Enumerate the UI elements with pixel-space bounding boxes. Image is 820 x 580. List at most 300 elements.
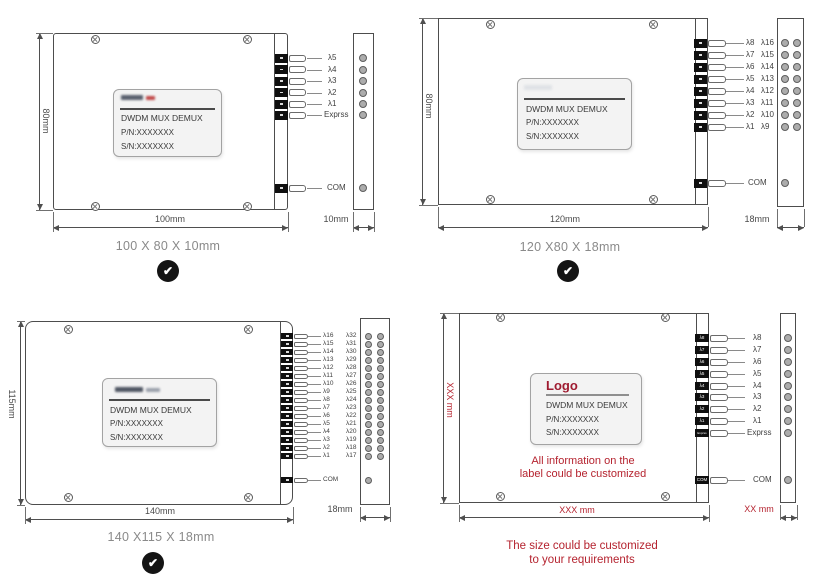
- check-glyph: ✔: [162, 264, 174, 278]
- port-label: λ11: [761, 98, 774, 107]
- port-block-mark: [280, 80, 283, 82]
- port-label: λ28: [346, 363, 357, 371]
- port-block: [695, 370, 709, 378]
- port-adapter: [289, 101, 306, 108]
- leader-line: [308, 416, 321, 417]
- panel-hole: [365, 429, 372, 436]
- port-adapter: [294, 438, 308, 443]
- port-block: [694, 51, 707, 60]
- port-block: [281, 333, 293, 339]
- port-label: λ16: [761, 38, 774, 47]
- port-block: [695, 476, 709, 484]
- panel-hole: [365, 413, 372, 420]
- screw-icon: [243, 202, 252, 211]
- dimension-arrow: [441, 313, 447, 319]
- port-label: λ3: [753, 392, 762, 401]
- panel-hole: [781, 51, 789, 59]
- product-label: [530, 373, 642, 445]
- port-block: [694, 87, 707, 96]
- panel-hole: [365, 341, 372, 348]
- port-block-mark: [699, 42, 702, 44]
- port-label: λ5: [323, 419, 330, 427]
- panel-hole: [784, 476, 792, 484]
- panel-hole: [793, 111, 801, 119]
- extension-line: [17, 321, 25, 322]
- dimension-text: 140mm: [144, 506, 176, 516]
- extension-line: [419, 18, 438, 19]
- port-block: [275, 111, 288, 120]
- port-label: λ13: [761, 74, 774, 83]
- extension-line: [374, 212, 375, 232]
- leader-line: [308, 368, 321, 369]
- port-label: λ1: [323, 451, 330, 459]
- leader-line: [308, 336, 321, 337]
- port-block: [694, 179, 707, 188]
- part-number: P/N:XXXXXXX: [546, 415, 599, 424]
- part-number: P/N:XXXXXXX: [526, 118, 579, 127]
- port-block-mark: [280, 114, 283, 116]
- port-adapter: [708, 52, 726, 59]
- port-block: [281, 413, 293, 419]
- leader-line: [308, 456, 321, 457]
- product-name: DWDM MUX DEMUX: [110, 405, 192, 415]
- leader-line: [726, 67, 744, 68]
- panel-hole: [377, 405, 384, 412]
- dimension-arrow: [777, 225, 783, 231]
- leader-line: [728, 362, 745, 363]
- serial-number: S/N:XXXXXXX: [546, 428, 599, 437]
- port-adapter: [294, 390, 308, 395]
- leader-line: [308, 424, 321, 425]
- port-block-mark: [286, 431, 289, 433]
- panel-hole: [377, 429, 384, 436]
- port-adapter: [294, 446, 308, 451]
- port-block: [281, 389, 293, 395]
- size-caption: 120 X80 X 18mm: [519, 240, 621, 254]
- panel-hole: [365, 389, 372, 396]
- port-block-mark: [280, 103, 283, 105]
- port-block: [281, 357, 293, 363]
- dimension-arrow: [25, 517, 31, 523]
- port-block-mark: [699, 54, 702, 56]
- check-glyph: ✔: [562, 264, 574, 278]
- dimension-text: 120mm: [549, 214, 581, 224]
- leader-line: [728, 338, 745, 339]
- port-block: [281, 381, 293, 387]
- extension-line: [797, 505, 798, 520]
- label-divider: [524, 98, 625, 100]
- port-block-mark: [286, 439, 289, 441]
- port-label: λ6: [753, 357, 762, 366]
- port-block: [275, 100, 288, 109]
- leader-line: [308, 392, 321, 393]
- port-label: λ6: [323, 411, 330, 419]
- extension-line: [777, 209, 778, 227]
- panel-hole: [377, 333, 384, 340]
- port-adapter: [710, 418, 728, 425]
- port-block-mark: [699, 126, 702, 128]
- port-adapter: [708, 112, 726, 119]
- port-block-label: λ2: [699, 405, 705, 411]
- screw-icon: [243, 35, 252, 44]
- panel-hole: [365, 421, 372, 428]
- port-label: λ3: [328, 76, 337, 85]
- leader-line: [726, 103, 744, 104]
- port-block-mark: [286, 375, 289, 377]
- port-label: λ5: [746, 74, 755, 83]
- size-customization-note-line2: to your requirements: [529, 554, 635, 566]
- extension-line: [780, 505, 781, 520]
- port-label: λ13: [323, 355, 334, 363]
- panel-hole: [784, 358, 792, 366]
- panel-hole: [359, 184, 367, 192]
- port-block: [281, 445, 293, 451]
- label-divider: [109, 399, 210, 401]
- port-block: [281, 421, 293, 427]
- panel-hole: [781, 39, 789, 47]
- port-adapter: [289, 89, 306, 96]
- port-block: [281, 373, 293, 379]
- leader-line: [307, 104, 322, 105]
- port-block: [281, 397, 293, 403]
- port-adapter: [710, 335, 728, 342]
- size-caption: 100 X 80 X 10mm: [115, 239, 221, 253]
- panel-hole: [377, 421, 384, 428]
- port-adapter: [289, 185, 306, 192]
- port-adapter: [294, 422, 308, 427]
- port-label: λ32: [346, 331, 357, 339]
- port-block-mark: [286, 423, 289, 425]
- panel-hole: [377, 389, 384, 396]
- leader-line: [728, 433, 745, 434]
- dimension-text: 100mm: [154, 214, 186, 224]
- screw-icon: [661, 492, 670, 501]
- panel-hole: [365, 397, 372, 404]
- port-label: λ16: [323, 331, 334, 339]
- panel-hole: [781, 87, 789, 95]
- port-block: [695, 346, 709, 354]
- leader-line: [307, 188, 322, 189]
- port-label: λ4: [323, 427, 330, 435]
- leader-line: [308, 360, 321, 361]
- port-label: λ2: [323, 443, 330, 451]
- port-adapter: [710, 406, 728, 413]
- extension-line: [709, 505, 710, 522]
- port-adapter: [708, 64, 726, 71]
- port-adapter: [708, 40, 726, 47]
- port-label: λ3: [323, 435, 330, 443]
- port-block-label: λ4: [699, 382, 705, 388]
- label-customization-note-line1: All information on the: [531, 455, 635, 467]
- dimension-text: 115mm: [7, 389, 17, 419]
- port-block: [694, 123, 707, 132]
- port-adapter: [294, 374, 308, 379]
- panel-hole: [359, 111, 367, 119]
- leader-line: [726, 127, 744, 128]
- panel-hole: [365, 437, 372, 444]
- port-label: λ12: [761, 86, 774, 95]
- panel-hole: [359, 77, 367, 85]
- panel-hole: [377, 365, 384, 372]
- dimension-line: [443, 313, 444, 503]
- port-block-label: λ5: [699, 370, 705, 376]
- panel-hole: [793, 39, 801, 47]
- leader-line: [308, 384, 321, 385]
- port-block-label: Exprss: [697, 430, 707, 435]
- leader-line: [308, 432, 321, 433]
- port-label: λ19: [346, 435, 357, 443]
- serial-number: S/N:XXXXXXX: [110, 433, 163, 442]
- size-customization-note-line1: The size could be customized: [506, 540, 658, 552]
- leader-line: [728, 409, 745, 410]
- port-adapter: [289, 78, 306, 85]
- redacted-logo: [115, 387, 143, 392]
- port-adapter: [294, 430, 308, 435]
- leader-line: [307, 93, 322, 94]
- port-block: [694, 39, 707, 48]
- port-block-mark: [699, 102, 702, 104]
- port-block-mark: [286, 455, 289, 457]
- port-adapter: [708, 180, 726, 187]
- panel-hole: [359, 54, 367, 62]
- check-icon: [557, 260, 579, 282]
- port-label: λ7: [746, 50, 755, 59]
- screw-icon: [649, 195, 658, 204]
- port-block: [694, 99, 707, 108]
- extension-line: [53, 212, 54, 232]
- port-label: Exprss: [747, 428, 772, 437]
- product-name: DWDM MUX DEMUX: [546, 400, 628, 410]
- check-glyph: ✔: [147, 556, 159, 570]
- panel-hole: [359, 100, 367, 108]
- leader-line: [726, 43, 744, 44]
- port-label: λ10: [761, 110, 774, 119]
- port-block-mark: [699, 182, 702, 184]
- port-label: λ7: [323, 403, 330, 411]
- screw-icon: [496, 313, 505, 322]
- redacted-logo: [524, 85, 552, 90]
- extension-line: [36, 33, 53, 34]
- panel-hole: [365, 477, 372, 484]
- panel-hole: [781, 111, 789, 119]
- port-label: λ2: [328, 87, 337, 97]
- port-block-mark: [699, 90, 702, 92]
- port-adapter: [294, 358, 308, 363]
- product-label: [102, 378, 217, 447]
- port-label: λ23: [346, 403, 357, 411]
- leader-line: [308, 344, 321, 345]
- port-label: λ2: [753, 404, 762, 413]
- port-label: COM: [748, 178, 767, 187]
- port-block: [281, 341, 293, 347]
- panel-hole: [377, 413, 384, 420]
- port-label: λ15: [761, 50, 774, 59]
- port-block: [695, 334, 709, 342]
- panel-hole: [365, 357, 372, 364]
- port-label: COM: [327, 183, 346, 192]
- port-block-label: λ8: [699, 334, 705, 340]
- leader-line: [728, 480, 745, 481]
- port-block-mark: [286, 367, 289, 369]
- dimension-text: 80mm: [41, 108, 51, 134]
- dimension-arrow: [37, 33, 43, 39]
- port-label: λ14: [761, 62, 774, 71]
- port-label: λ31: [346, 339, 357, 347]
- check-icon: [142, 552, 164, 574]
- leader-line: [726, 115, 744, 116]
- label-customization-note-line2: label could be customized: [519, 468, 647, 480]
- extension-line: [17, 505, 25, 506]
- leader-line: [308, 480, 321, 481]
- port-block: [281, 477, 293, 483]
- port-label: λ21: [346, 419, 357, 427]
- dimension-arrow: [438, 225, 444, 231]
- port-label: λ1: [753, 416, 762, 425]
- port-block-mark: [699, 114, 702, 116]
- screw-icon: [661, 313, 670, 322]
- leader-line: [728, 421, 745, 422]
- port-block-mark: [280, 92, 283, 94]
- dimension-line: [20, 321, 21, 505]
- screw-icon: [496, 492, 505, 501]
- port-block-mark: [286, 343, 289, 345]
- port-adapter: [710, 371, 728, 378]
- port-label: λ5: [753, 369, 762, 378]
- port-label: λ9: [761, 122, 770, 131]
- leader-line: [728, 350, 745, 351]
- screw-icon: [91, 202, 100, 211]
- port-block: [281, 453, 293, 459]
- port-block: [275, 88, 288, 97]
- part-number: P/N:XXXXXXX: [110, 419, 163, 428]
- panel-hole: [781, 75, 789, 83]
- leader-line: [726, 183, 744, 184]
- port-adapter: [708, 124, 726, 131]
- dimension-line: [422, 18, 423, 205]
- dimension-text: XXX mm: [559, 505, 595, 515]
- port-label: λ17: [346, 451, 357, 459]
- dimension-arrow: [53, 225, 59, 231]
- port-block-mark: [280, 187, 283, 189]
- panel-hole: [793, 51, 801, 59]
- dimension-text: XX mm: [744, 504, 774, 514]
- panel-hole: [377, 397, 384, 404]
- size-caption: 140 X115 X 18mm: [107, 530, 215, 544]
- extension-line: [804, 209, 805, 227]
- leader-line: [726, 91, 744, 92]
- redacted-logo: [121, 95, 143, 100]
- port-adapter: [294, 342, 308, 347]
- screw-icon: [64, 325, 73, 334]
- dimension-arrow: [353, 225, 359, 231]
- panel-hole: [359, 66, 367, 74]
- panel-hole: [781, 123, 789, 131]
- screw-icon: [244, 493, 253, 502]
- panel-hole: [784, 417, 792, 425]
- panel-hole: [784, 429, 792, 437]
- dimension-text: 80mm: [424, 93, 434, 119]
- port-block: [694, 63, 707, 72]
- panel-hole: [781, 179, 789, 187]
- panel-hole: [793, 63, 801, 71]
- leader-line: [308, 400, 321, 401]
- product-label: [517, 78, 632, 150]
- port-adapter: [710, 359, 728, 366]
- port-block-mark: [286, 447, 289, 449]
- port-block: [275, 77, 288, 86]
- panel-hole: [793, 87, 801, 95]
- port-block-label: λ6: [699, 358, 705, 364]
- port-label: λ29: [346, 355, 357, 363]
- leader-line: [307, 81, 322, 82]
- dimension-arrow: [780, 515, 786, 521]
- leader-line: [308, 352, 321, 353]
- port-label: λ22: [346, 411, 357, 419]
- extension-line: [353, 212, 354, 232]
- port-label: λ10: [323, 379, 334, 387]
- panel-hole: [793, 75, 801, 83]
- panel-hole: [784, 382, 792, 390]
- dimension-text: 18mm: [744, 214, 770, 224]
- port-label: λ4: [753, 381, 762, 390]
- panel-hole: [781, 63, 789, 71]
- screw-icon: [486, 20, 495, 29]
- panel-hole: [377, 349, 384, 356]
- dimension-line: [25, 519, 293, 520]
- extension-line: [25, 507, 26, 524]
- leader-line: [308, 448, 321, 449]
- serial-number: S/N:XXXXXXX: [526, 132, 579, 141]
- port-block-label: COM: [696, 476, 708, 482]
- label-divider: [546, 394, 629, 396]
- dimension-text: 10mm: [323, 214, 349, 224]
- port-adapter: [708, 76, 726, 83]
- port-block: [275, 65, 288, 74]
- port-block-mark: [286, 479, 289, 481]
- port-label: λ14: [323, 347, 334, 355]
- dimension-arrow: [360, 515, 366, 521]
- port-adapter: [708, 100, 726, 107]
- port-block: [695, 358, 709, 366]
- port-label: λ8: [753, 333, 762, 342]
- port-block: [695, 405, 709, 413]
- port-label: λ18: [346, 443, 357, 451]
- port-adapter: [710, 477, 728, 484]
- port-adapter: [294, 366, 308, 371]
- port-adapter: [289, 55, 306, 62]
- dimension-text: 18mm: [327, 504, 353, 514]
- port-adapter: [294, 414, 308, 419]
- port-block-mark: [286, 351, 289, 353]
- port-adapter: [289, 112, 306, 119]
- port-adapter: [294, 334, 308, 339]
- port-adapter: [294, 382, 308, 387]
- screw-icon: [244, 325, 253, 334]
- screw-icon: [64, 493, 73, 502]
- panel-hole: [377, 437, 384, 444]
- port-adapter: [289, 66, 306, 73]
- port-block-mark: [286, 415, 289, 417]
- port-adapter: [294, 406, 308, 411]
- port-block: [695, 417, 709, 425]
- port-label: COM: [753, 475, 772, 484]
- panel-hole: [365, 365, 372, 372]
- port-block-mark: [286, 359, 289, 361]
- panel-hole: [784, 334, 792, 342]
- redacted-logo: [146, 96, 155, 100]
- port-block: [281, 349, 293, 355]
- leader-line: [728, 386, 745, 387]
